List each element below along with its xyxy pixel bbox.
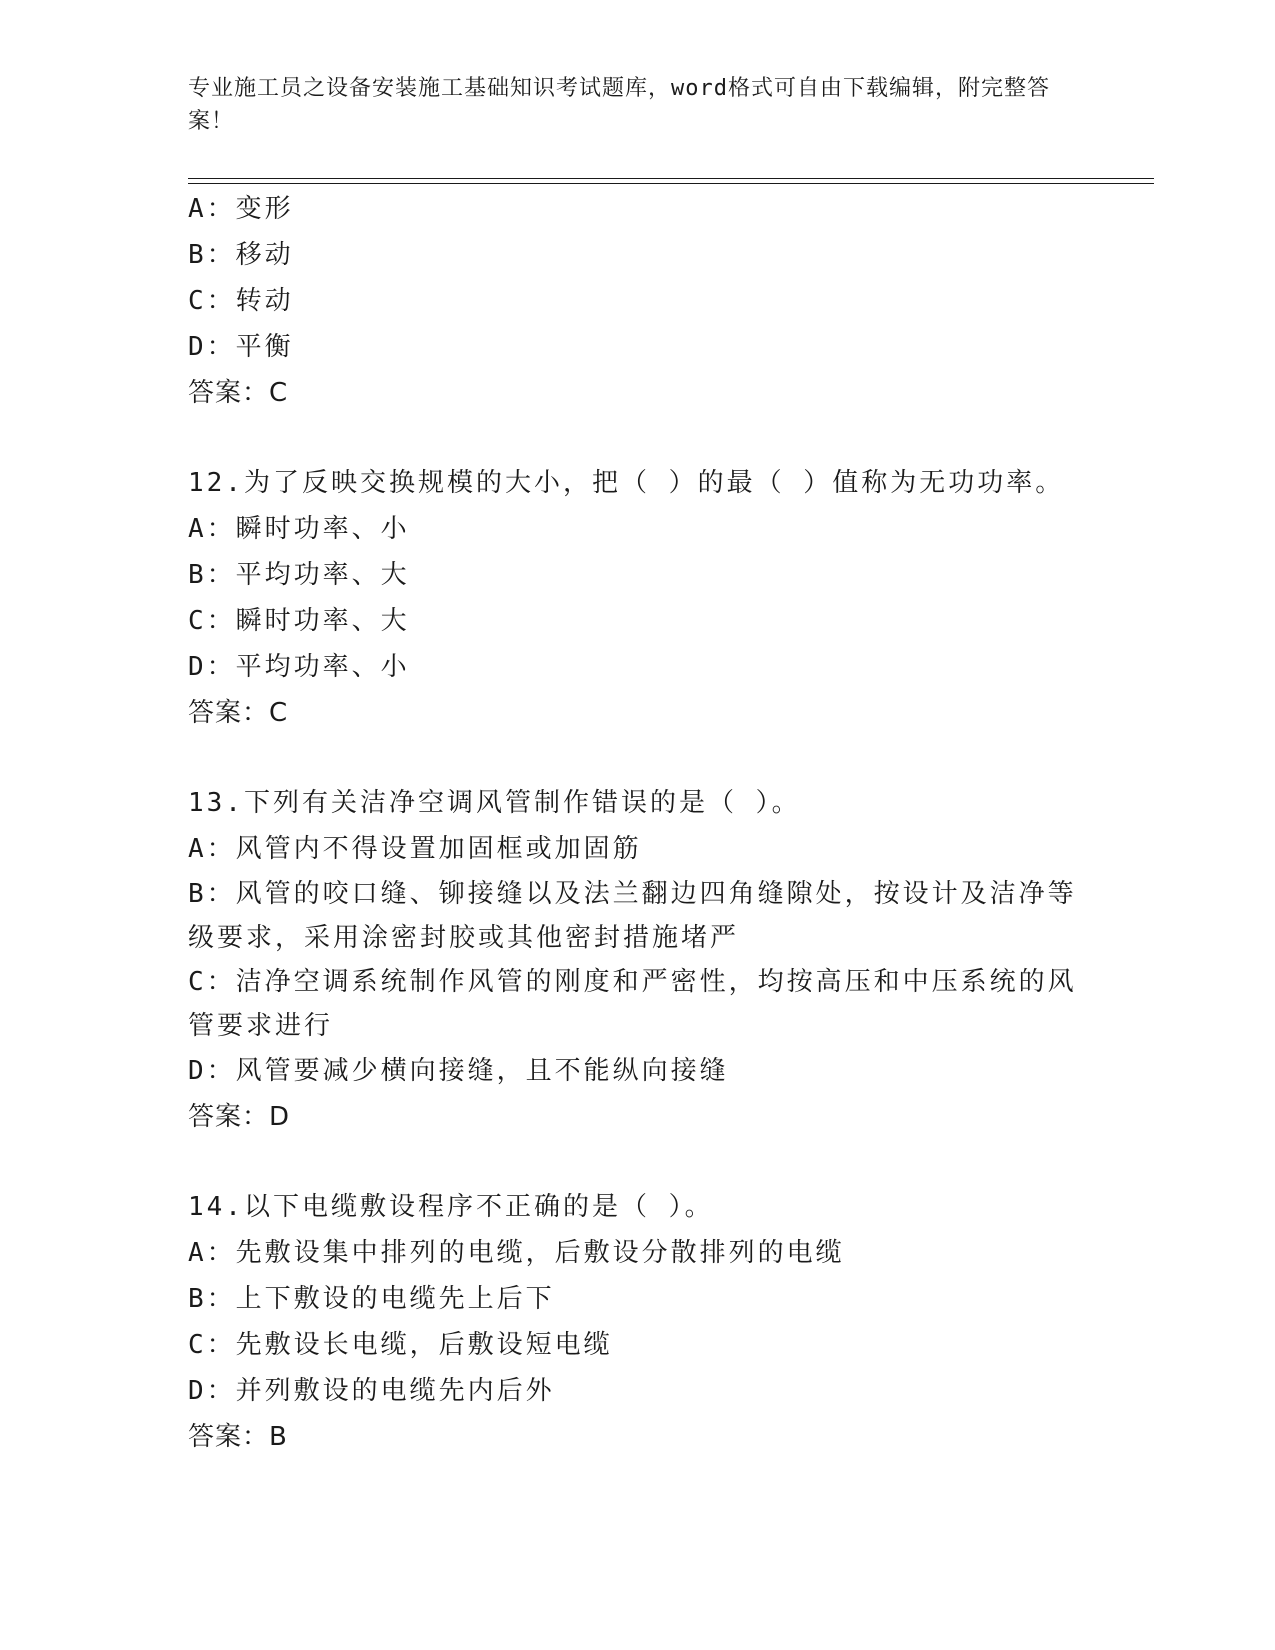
answer: 答案：C <box>188 698 289 728</box>
question-12 <box>188 460 1088 736</box>
question-14 <box>188 1184 1088 1460</box>
option-c: C：洁净空调系统制作风管的刚度和严密性，均按高压和中压系统的风管要求进行 <box>188 967 1077 1041</box>
question-list <box>188 186 1088 1460</box>
question-11 <box>188 186 1088 416</box>
question-13 <box>188 780 1088 1140</box>
option-a: A：瞬时功率、小 <box>188 514 410 544</box>
option-a: A：风管内不得设置加固框或加固筋 <box>188 834 642 864</box>
option-b: B：风管的咬口缝、铆接缝以及法兰翻边四角缝隙处，按设计及洁净等级要求，采用涂密封胶或其他密封措施堵严 <box>188 879 1077 953</box>
option-d: D：风管要减少横向接缝，且不能纵向接缝 <box>188 1056 729 1086</box>
header-divider-bottom <box>188 183 1154 184</box>
question-stem: 14.以下电缆敷设程序不正确的是（ ）。 <box>188 1192 714 1222</box>
option-c: C：转动 <box>188 286 294 316</box>
option-b: B：移动 <box>188 240 294 270</box>
option-d: D：平均功率、小 <box>188 652 410 682</box>
option-d: D：平衡 <box>188 332 294 362</box>
question-stem: 13.下列有关洁净空调风管制作错误的是（ ）。 <box>188 788 801 818</box>
option-a: A：变形 <box>188 194 294 224</box>
answer: 答案：C <box>188 378 289 408</box>
option-b: B：平均功率、大 <box>188 560 410 590</box>
option-a: A：先敷设集中排列的电缆，后敷设分散排列的电缆 <box>188 1238 845 1268</box>
header-divider-top <box>188 178 1154 179</box>
question-stem: 12.为了反映交换规模的大小，把（ ）的最（ ）值称为无功功率。 <box>188 468 1065 498</box>
option-d: D：并列敷设的电缆先内后外 <box>188 1376 555 1406</box>
answer: 答案：D <box>188 1102 291 1132</box>
header-text: 专业施工员之设备安装施工基础知识考试题库，word格式可自由下载编辑，附完整答案！ <box>188 76 1050 134</box>
answer: 答案：B <box>188 1422 288 1452</box>
option-c: C：先敷设长电缆，后敷设短电缆 <box>188 1330 613 1360</box>
option-c: C：瞬时功率、大 <box>188 606 410 636</box>
document-header <box>188 72 1068 138</box>
option-b: B：上下敷设的电缆先上后下 <box>188 1284 555 1314</box>
